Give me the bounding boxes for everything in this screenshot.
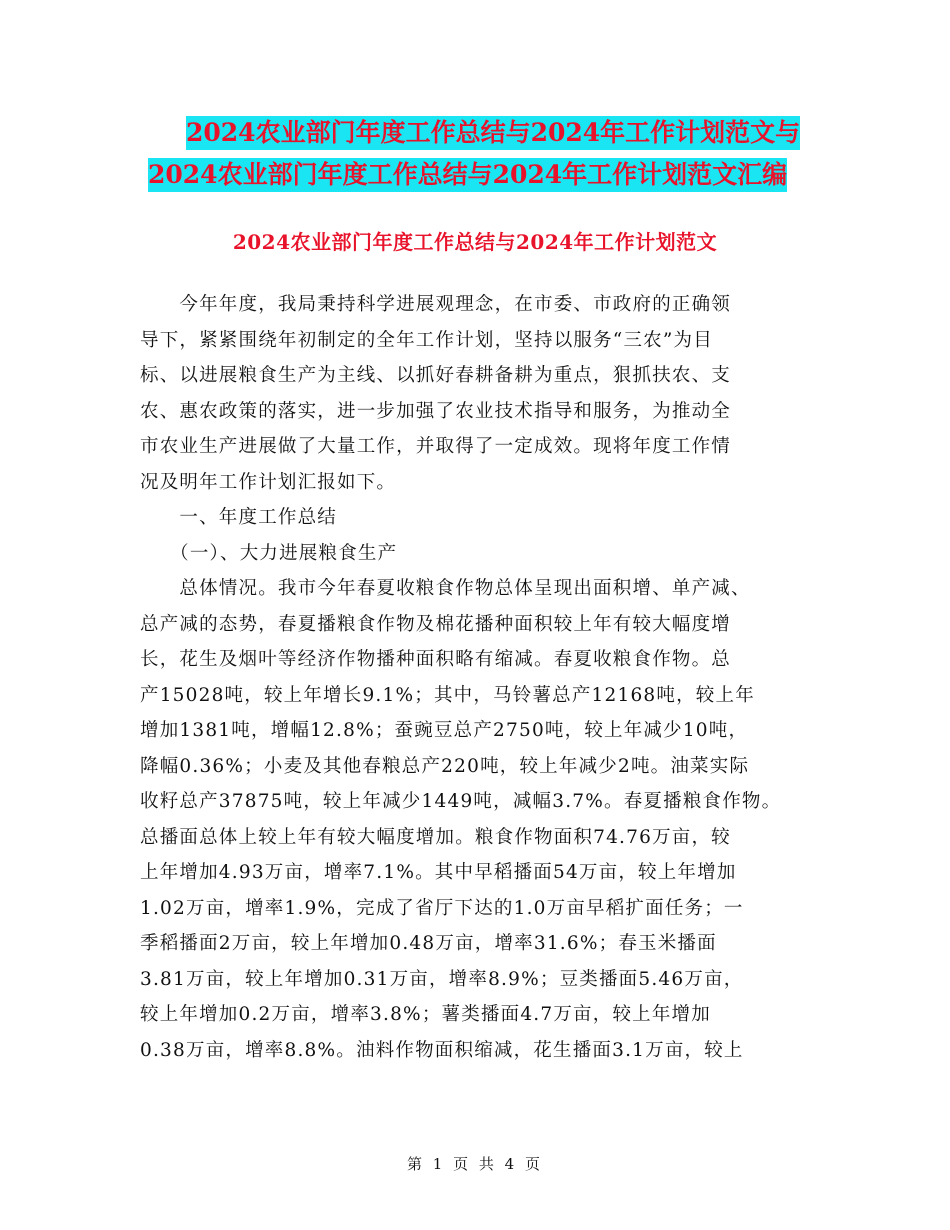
- body-line: 3.81万亩，较上年增加0.31万亩，增率8.9%；豆类播面5.46万亩，: [140, 968, 744, 990]
- body-line: 标、以进展粮食生产为主线、以抓好春耕备耕为重点，狠抓扶农、支: [140, 365, 732, 386]
- body-line: 市农业生产进展做了大量工作，并取得了一定成效。现将年度工作情: [140, 436, 732, 457]
- body-line: （一）、大力进展粮食生产: [140, 542, 398, 564]
- body-line: 况及明年工作计划汇报如下。: [140, 471, 397, 493]
- page-number-footer: 第 1 页 共 4 页: [407, 1155, 543, 1173]
- body-line: 降幅0.36%；小麦及其他春粮总产220吨，较上年减少2吨。油菜实际: [140, 755, 750, 777]
- title-line-2: [120, 154, 840, 196]
- body-line: 总播面总体上较上年有较大幅度增加。粮食作物面积74.76万亩，较: [140, 826, 731, 848]
- document-title: [120, 112, 840, 196]
- title-line-1-text: 2024农业部门年度工作总结与2024年工作计划范文与: [186, 116, 800, 150]
- body-line: 收籽总产37875吨，较上年减少1449吨，减幅3.7%。春夏播粮食作物。: [140, 791, 782, 812]
- body-line: 季稻播面2万亩，较上年增加0.48万亩，增率31.6%；春玉米播面: [140, 933, 717, 954]
- body-line: 长，花生及烟叶等经济作物播种面积略有缩减。春夏收粮食作物。总: [140, 649, 732, 670]
- body-line: 产15028吨，较上年增长9.1%；其中，马铃薯总产12168吨，较上年: [140, 684, 755, 706]
- body-line: 0.38万亩，增率8.8%。油料作物面积缩减，花生播面3.1万亩，较上: [140, 1039, 744, 1061]
- body-line: 一、年度工作总结: [140, 507, 338, 528]
- body-line: 较上年增加0.2万亩，增率3.8%；薯类播面4.7万亩，较上年增加: [140, 1004, 711, 1025]
- body-line: 农、惠农政策的落实，进一步加强了农业技术指导和服务，为推动全: [140, 400, 732, 422]
- body-line: 总体情况。我市今年春夏收粮食作物总体呈现出面积增、单产减、: [140, 578, 751, 599]
- body-text: [140, 287, 810, 1068]
- body-line: 增加1381吨，增幅12.8%；蚕豌豆总产2750吨，较上年减少10吨，: [140, 720, 749, 741]
- body-line: 上年增加4.93万亩，增率7.1%。其中早稻播面54万亩，较上年增加: [140, 862, 737, 883]
- title-line-1: [120, 112, 840, 154]
- title-line-2-text: 2024农业部门年度工作总结与2024年工作计划范文汇编: [148, 158, 787, 192]
- body-line: 1.02万亩，增率1.9%，完成了省厅下达的1.0万亩早稻扩面任务；一: [140, 897, 744, 919]
- body-line: 今年年度，我局秉持科学进展观理念，在市委、市政府的正确领: [140, 294, 732, 315]
- body-line: 导下，紧紧围绕年初制定的全年工作计划，坚持以服务“三农”为目: [140, 329, 713, 351]
- section-title: 2024农业部门年度工作总结与2024年工作计划范文: [232, 230, 718, 254]
- body-line: 总产减的态势，春夏播粮食作物及棉花播种面积较上年有较大幅度增: [140, 613, 732, 635]
